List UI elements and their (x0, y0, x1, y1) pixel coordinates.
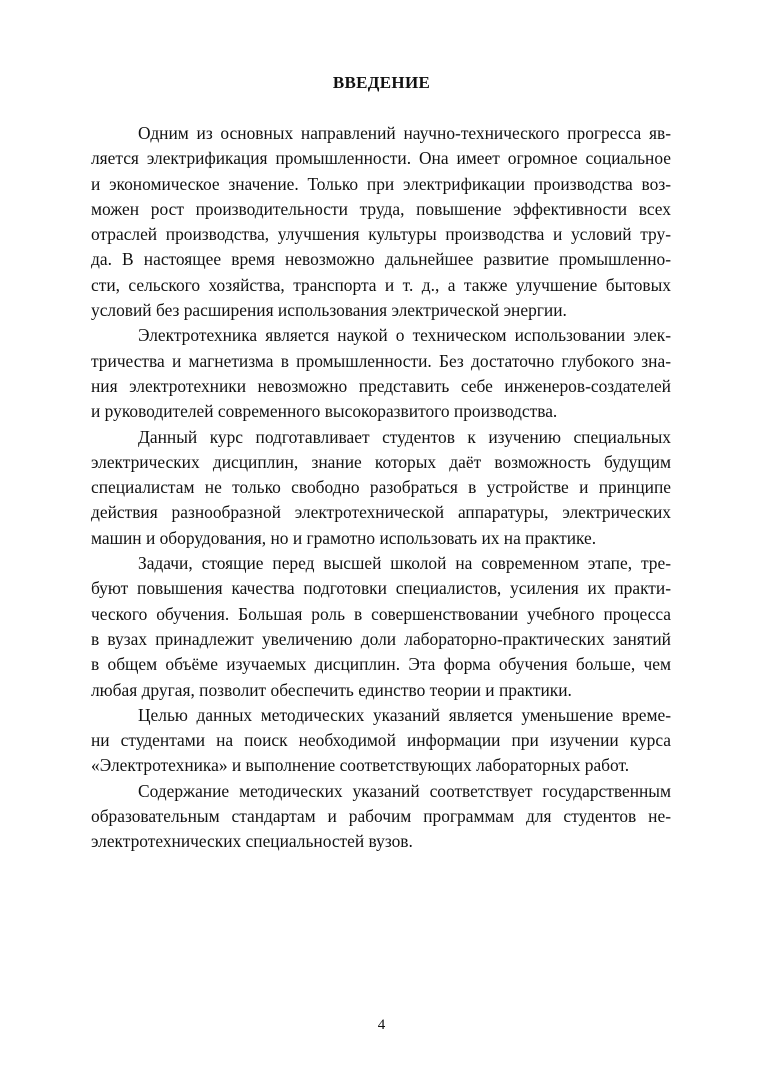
paragraph-5 (91, 703, 671, 779)
body-text (91, 121, 671, 855)
text-line: специалистам не только свободно разобраться в устройстве и принципе (91, 477, 671, 498)
page-number: 4 (377, 1017, 386, 1033)
text-line: Данный курс подготавливает студентов к изучению специальных (138, 426, 671, 447)
text-line: электрических дисциплин, знание которых даёт возможность будущим (91, 451, 671, 472)
text-line: в вузах принадлежит увеличению доли лабораторно-практических занятий (91, 628, 671, 649)
text-line: Содержание методических указаний соответствует государственным (138, 780, 671, 801)
text-line: и руководителей современного высокоразвитого производства. (91, 401, 558, 422)
paragraph-6 (91, 779, 671, 855)
text-line: условий без расширения использования электрической энергии. (91, 300, 567, 321)
paragraph-4 (91, 551, 671, 703)
text-line: да. В настоящее время невозможно дальнейшее развитие промышленно- (91, 249, 671, 270)
text-line: Одним из основных направлений научно-технического прогресса яв- (138, 123, 671, 143)
paragraph-1 (91, 121, 671, 323)
text-line: и экономическое значение. Только при электрификации производства воз- (91, 173, 671, 194)
text-line: буют повышения качества подготовки специалистов, усиления их практи- (91, 578, 671, 599)
text-line: отраслей производства, улучшения культуры производства и условий тру- (91, 224, 671, 245)
text-line: действия разнообразной электротехнической аппаратуры, электрических (91, 502, 671, 523)
text-line: можен рост производительности труда, повышение эффективности всех (91, 198, 671, 219)
text-line: образовательным стандартам и рабочим программам для студентов не- (91, 806, 671, 827)
paragraph-3 (91, 425, 671, 551)
paragraph-2 (91, 323, 671, 424)
text-line: ни студентами на поиск необходимой информации при изучении курса (91, 730, 671, 751)
text-line: ляется электрификация промышленности. Она имеет огромное социальное (91, 148, 671, 169)
text-line: электротехнических специальностей вузов. (91, 831, 413, 852)
text-line: в общем объёме изучаемых дисциплин. Эта форма обучения больше, чем (91, 654, 671, 675)
text-line: ческого обучения. Большая роль в совершенствовании учебного процесса (91, 603, 671, 624)
text-line: машин и оборудования, но и грамотно использовать их на практике. (91, 527, 597, 548)
text-line: сти, сельского хозяйства, транспорта и т. д., а также улучшение бытовых (91, 274, 671, 295)
page-title: ВВЕДЕНИЕ (332, 73, 431, 92)
text-line: «Электротехника» и выполнение соответствующих лабораторных работ. (91, 755, 630, 776)
text-line: Задачи, стоящие перед высшей школой на современном этапе, тре- (138, 553, 671, 574)
text-line: тричества и магнетизма в промышленности. Без достаточно глубокого зна- (91, 350, 671, 371)
text-line: Целью данных методических указаний является уменьшение време- (138, 704, 671, 725)
text-line: Электротехника является наукой о техническом использовании элек- (138, 325, 671, 346)
text-line: любая другая, позволит обеспечить единство теории и практики. (91, 679, 572, 700)
text-line: ния электротехники невозможно представить себе инженеров-создателей (91, 375, 671, 396)
